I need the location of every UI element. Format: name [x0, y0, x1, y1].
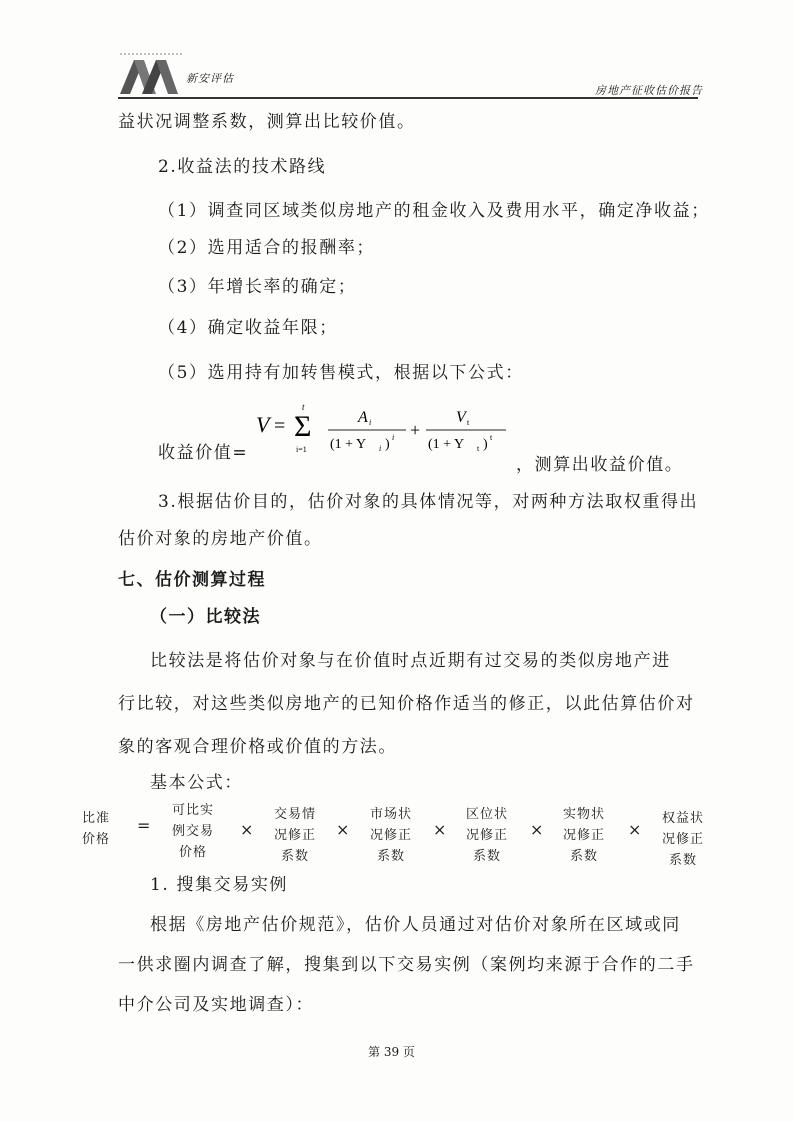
income-suffix: ，测算出收益价值。	[516, 455, 684, 475]
company-logo	[120, 50, 182, 94]
formula-den2-end: )	[483, 437, 488, 452]
para-line: 一供求圈内调查了解，搜集到以下交易实例（案例均来源于合作的二手	[118, 955, 695, 975]
formula-num2-sub: t	[467, 418, 470, 427]
formula-den1-sup: i	[392, 433, 395, 442]
times-sign: ×	[336, 820, 350, 839]
times-sign: ×	[240, 820, 254, 839]
formula-num1: A	[358, 409, 368, 426]
term-comparable-price: 比准 价格	[82, 811, 111, 847]
formula-den2-sub: t	[477, 444, 480, 453]
formula-den2-sup: t	[490, 433, 493, 442]
income-value-label: 收益价值=	[158, 443, 249, 463]
term-location-factor: 区位状 况修正 系数	[466, 807, 509, 864]
term-market-factor: 市场状 况修正 系数	[370, 807, 413, 864]
list-item: （5）选用持有加转售模式，根据以下公式：	[158, 363, 524, 383]
formula-den1-end: )	[385, 437, 390, 452]
times-sign: ×	[628, 820, 642, 839]
para-line: 比较法是将估价对象与在价值时点近期有过交易的类似房地产进	[150, 651, 671, 671]
formula-v: V	[256, 412, 270, 437]
formula-den1: (1 + Y	[330, 437, 367, 452]
income-formula	[256, 398, 516, 458]
formula-sup: t	[302, 402, 305, 412]
list-item: （3）年增长率的确定；	[158, 277, 357, 297]
term-physical-factor: 实物状 况修正 系数	[563, 807, 606, 864]
section-heading: 2.收益法的技术路线	[158, 157, 327, 177]
section-heading: 1. 搜集交易实例	[150, 875, 289, 895]
term-transaction-factor: 交易情 况修正 系数	[274, 807, 317, 864]
formula-plus: +	[410, 420, 421, 440]
formula-sigma: Σ	[294, 410, 312, 443]
brand-name: 新安评估	[186, 72, 234, 85]
formula-num1-sub: i	[369, 418, 372, 427]
list-item: （1）调查同区域类似房地产的租金收入及费用水平，确定净收益；	[158, 201, 710, 221]
para-line: 估价对象的房地产价值。	[118, 529, 323, 549]
formula-eq: =	[274, 415, 286, 437]
subsection-heading: （一）比较法	[150, 607, 261, 627]
formula-num2: V	[456, 409, 466, 426]
formula-den2: (1 + Y	[428, 437, 465, 452]
page-number: 第 39 页	[368, 1045, 415, 1059]
header-rule	[118, 97, 698, 99]
para-line: 根据《房地产估价规范》，估价人员通过对估价对象所在区域或同	[150, 915, 681, 935]
chapter-heading: 七、估价测算过程	[118, 570, 266, 590]
times-sign: ×	[433, 820, 447, 839]
list-item: （2）选用适合的报酬率；	[158, 238, 376, 258]
term-rights-factor: 权益状 况修正 系数	[662, 811, 705, 868]
formula-sub: i=1	[296, 445, 307, 454]
times-sign: ×	[530, 820, 544, 839]
para-line: 中介公司及实地调查）：	[118, 995, 315, 1015]
para-line: 益状况调整系数，测算出比较价值。	[118, 112, 416, 132]
para-line: 基本公式：	[150, 773, 243, 793]
report-title: 房地产征收估价报告	[595, 84, 703, 97]
formula-den1-sub: i	[379, 444, 382, 453]
term-transaction-price: 可比实 例交易 价格	[172, 803, 215, 860]
list-item: （4）确定收益年限；	[158, 318, 338, 338]
equals-sign: =	[137, 816, 151, 835]
para-line: 3.根据估价目的，估价对象的具体情况等，对两种方法取权重得出	[158, 492, 699, 512]
para-line: 行比较，对这些类似房地产的已知价格作适当的修正，以此估算估价对	[118, 694, 695, 714]
para-line: 象的客观合理价格或价值的方法。	[118, 737, 397, 757]
